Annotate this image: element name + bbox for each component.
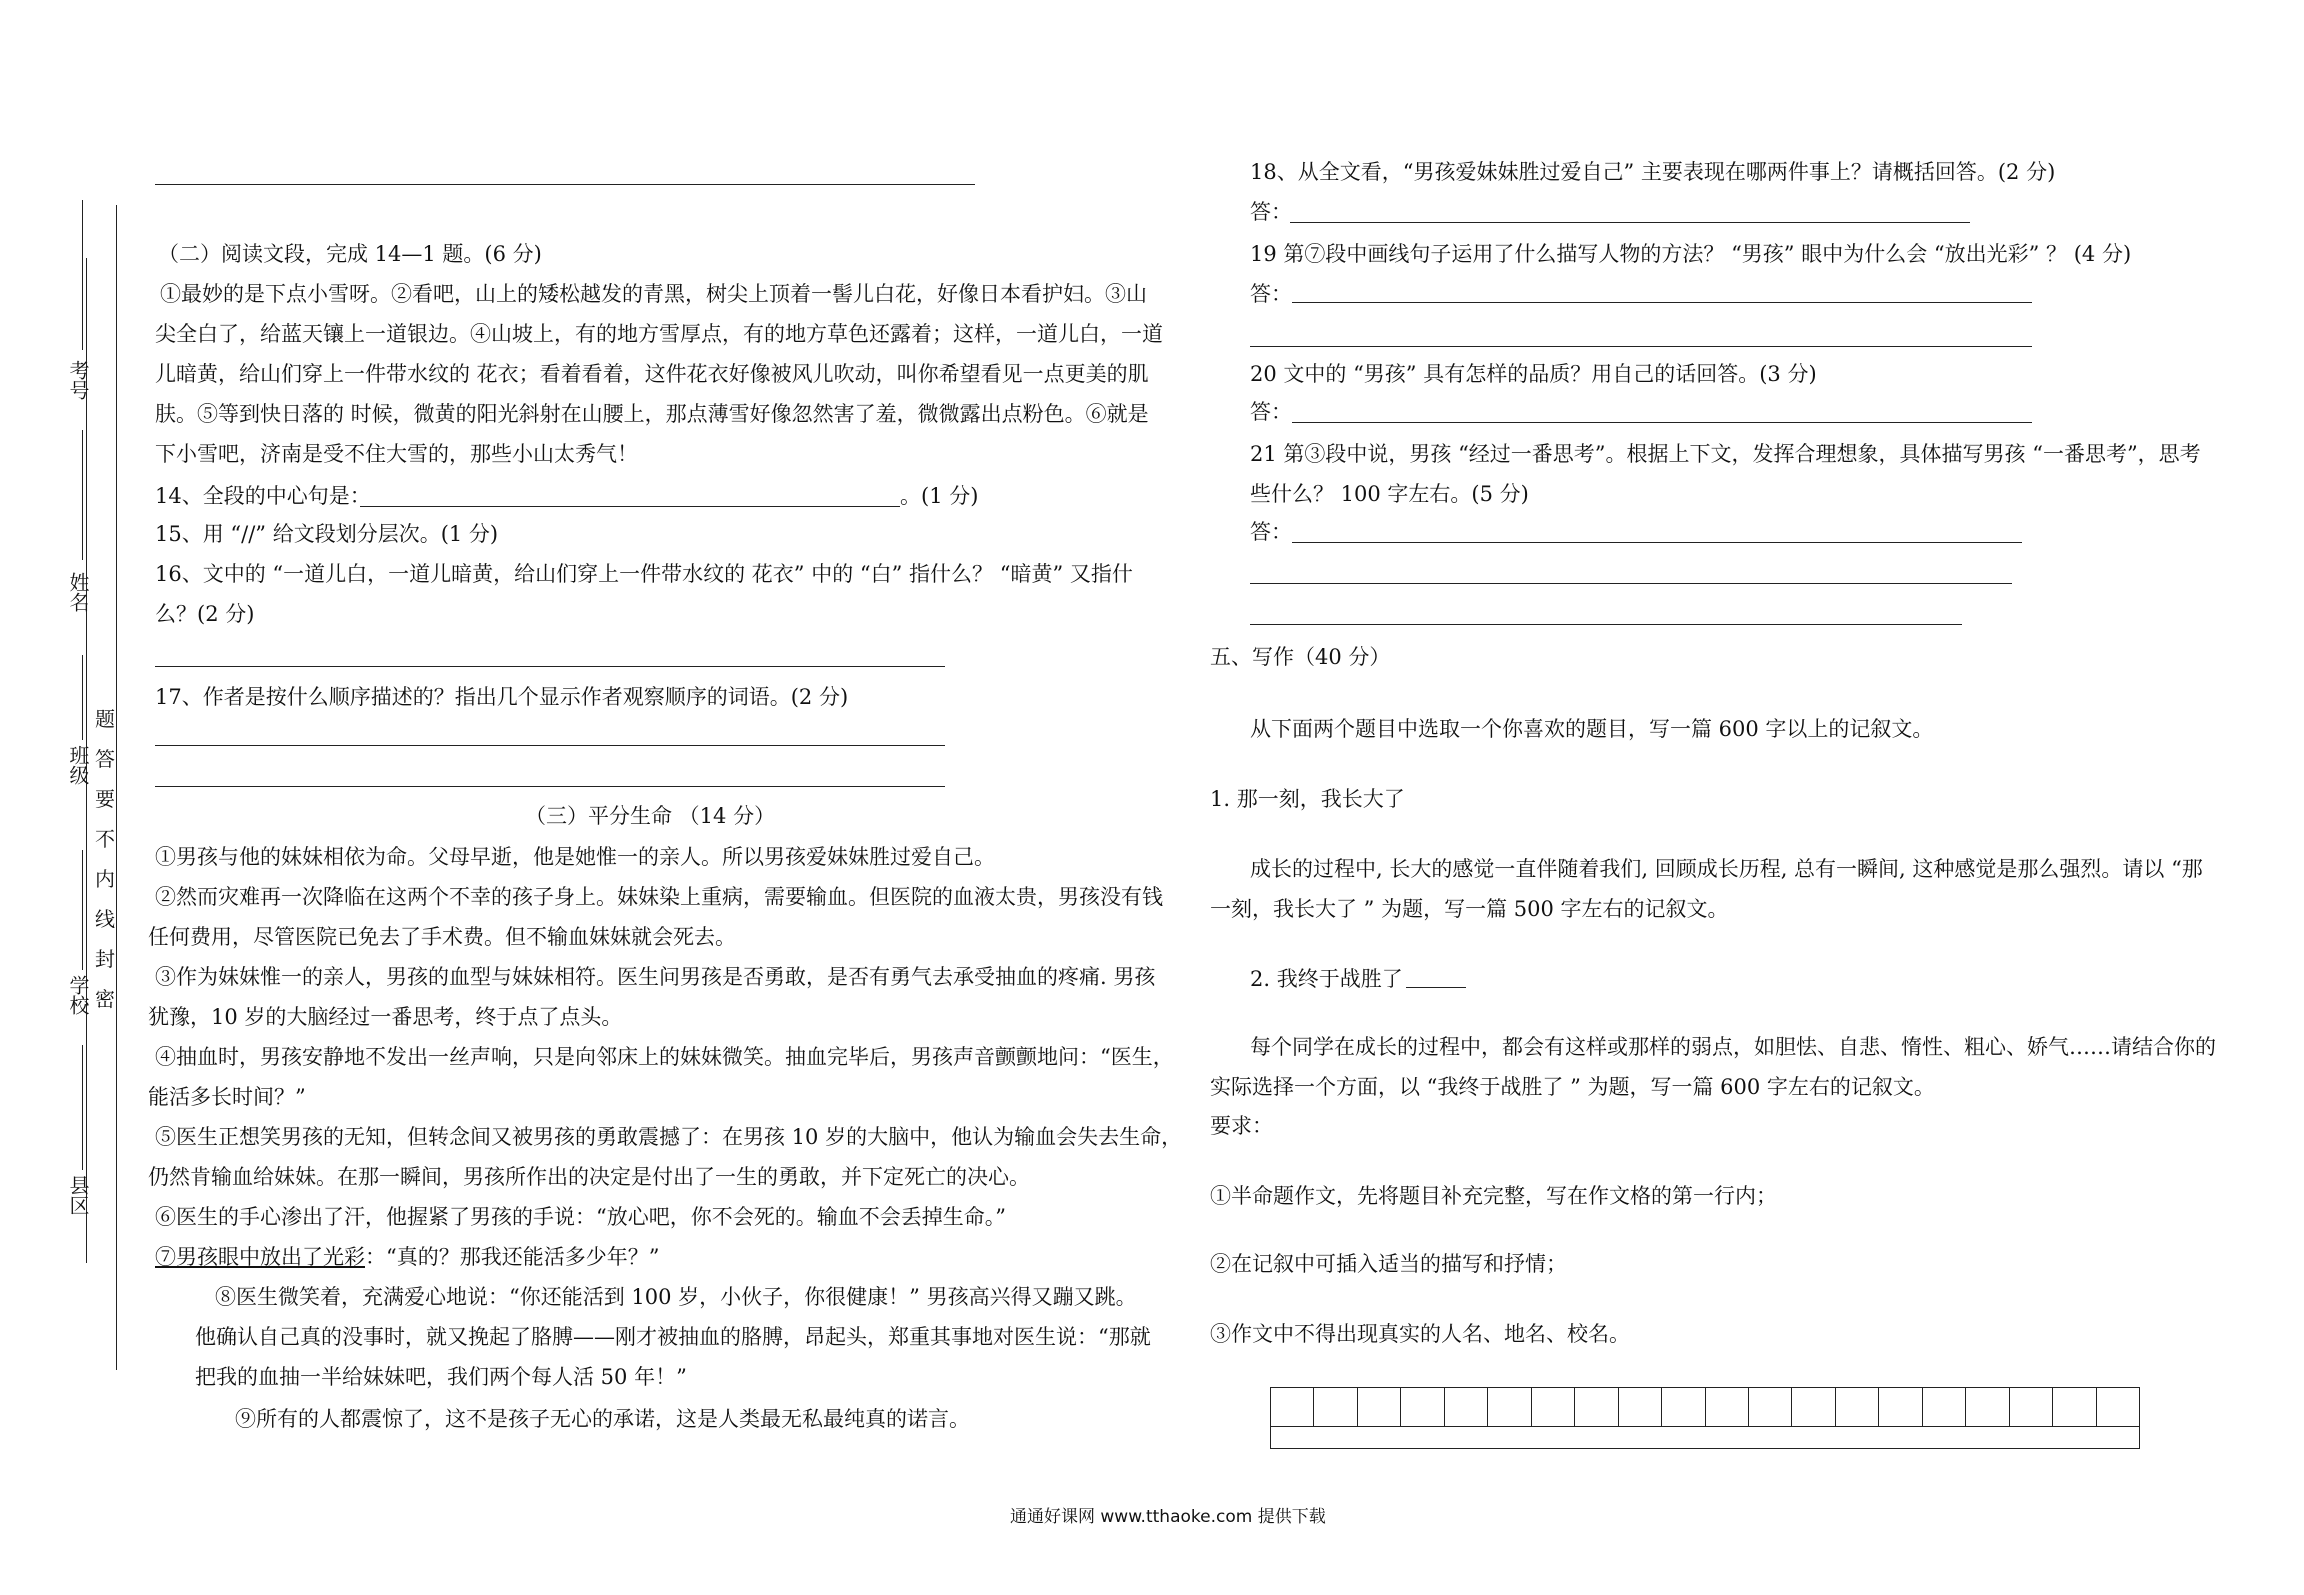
story-line: ⑤医生正想笑男孩的无知，但转念间又被男孩的勇敢震撼了：在男孩 10 岁的大脑中，他认为输血会失去生命，	[155, 1125, 1183, 1149]
grid-cell[interactable]	[1619, 1388, 1662, 1426]
seal-char: 要	[95, 787, 115, 811]
grid-cell[interactable]	[1792, 1388, 1835, 1426]
topic-2-blank[interactable]	[1406, 987, 1466, 988]
question-21-line: 21 第③段中说，男孩 “经过一番思考”。根据上下文，发挥合理想象，具体描写男孩 “一番思考”，思考	[1250, 442, 2201, 466]
exam-number-label: 考号	[66, 360, 90, 400]
q17-answer-line[interactable]	[155, 745, 945, 746]
grid-cell[interactable]	[1836, 1388, 1879, 1426]
q21-answer-line[interactable]	[1292, 542, 2022, 543]
question-14: 14、全段的中心句是：	[155, 484, 371, 508]
composition-grid[interactable]	[1270, 1387, 2140, 1449]
underlined-sentence: ⑦男孩眼中放出了光彩	[155, 1245, 365, 1269]
answer-line[interactable]	[155, 184, 975, 185]
grid-cell[interactable]	[1358, 1388, 1401, 1426]
story-line: 仍然肯输血给妹妹。在那一瞬间，男孩所作出的决定是付出了一生的勇敢，并下定死亡的决心。	[148, 1165, 1030, 1189]
question-16-line: 么？(2 分)	[155, 602, 255, 626]
topic-2: 2. 我终于战胜了	[1250, 967, 1403, 991]
requirement-item: ②在记叙中可插入适当的描写和抒情；	[1210, 1252, 1567, 1276]
seal-char: 封	[95, 947, 115, 971]
question-20: 20 文中的 “男孩” 具有怎样的品质？用自己的话回答。(3 分)	[1250, 362, 1817, 386]
section3-title: （三）平分生命 （14 分）	[525, 804, 776, 828]
seal-char: 答	[95, 747, 115, 771]
grid-cell[interactable]	[1532, 1388, 1575, 1426]
topic-2-desc: 每个同学在成长的过程中，都会有这样或那样的弱点，如胆怯、自悲、惰性、粗心、娇气……请结合你的	[1250, 1035, 2216, 1059]
seal-char: 题	[95, 707, 115, 731]
story-line: ④抽血时，男孩安静地不发出一丝声响，只是向邻床上的妹妹微笑。抽血完毕后，男孩声音颤颤地问：“医生，	[155, 1045, 1174, 1069]
story-line: ①男孩与他的妹妹相依为命。父母早逝，他是她惟一的亲人。所以男孩爱妹妹胜过爱自己。	[155, 845, 995, 869]
grid-cell[interactable]	[1575, 1388, 1618, 1426]
question-15: 15、用 “//” 给文段划分层次。(1 分)	[155, 522, 499, 546]
grid-cell[interactable]	[2053, 1388, 2096, 1426]
county-blank[interactable]	[82, 1045, 83, 1170]
q14-answer-line[interactable]	[360, 506, 900, 507]
passage-line: 儿暗黄，给山们穿上一件带水纹的 花衣；看着看着，这件花衣好像被风儿吹动，叫你希望看见一点更美的肌	[155, 362, 1149, 386]
story-line: ②然而灾难再一次降临在这两个不幸的孩子身上。妹妹染上重病，需要输血。但医院的血液太贵，男孩没有钱	[155, 885, 1163, 909]
answer-label: 答：	[1250, 282, 1292, 306]
grid-cell[interactable]	[1923, 1388, 1966, 1426]
story-line: 任何费用，尽管医院已免去了手术费。但不输血妹妹就会死去。	[148, 925, 736, 949]
name-label: 姓名	[66, 572, 90, 612]
q21-answer-line[interactable]	[1250, 583, 2012, 584]
passage-line: 肤。⑤等到快日落的 时候，微黄的阳光斜射在山腰上，那点薄雪好像忽然害了羞，微微露出点粉色。⑥就是	[155, 402, 1149, 426]
grid-cell[interactable]	[1401, 1388, 1444, 1426]
story-line: 他确认自己真的没事时，就又挽起了胳膊——刚才被抽血的胳膊，昂起头，郑重其事地对医生说：“那就	[195, 1325, 1151, 1349]
topic-1: 1. 那一刻，我长大了	[1210, 787, 1405, 811]
question-19: 19 第⑦段中画线句子运用了什么描写人物的方法？ “男孩” 眼中为什么会 “放出光彩” ？ (4 分)	[1250, 242, 2132, 266]
story-line-7	[155, 1243, 659, 1271]
exam-number-blank[interactable]	[82, 200, 83, 350]
q16-answer-line[interactable]	[155, 666, 945, 667]
passage-line: 下小雪吧，济南是受不住大雪的，那些小山太秀气！	[155, 442, 638, 466]
grid-cell[interactable]	[1314, 1388, 1357, 1426]
story-line: ⑨所有的人都震惊了，这不是孩子无心的承诺，这是人类最无私最纯真的诺言。	[235, 1407, 970, 1431]
grid-cell[interactable]	[2097, 1388, 2139, 1426]
grid-cell[interactable]	[1706, 1388, 1749, 1426]
grid-cell[interactable]	[1879, 1388, 1922, 1426]
answer-label: 答：	[1250, 400, 1292, 424]
story-line: 犹豫，10 岁的大脑经过一番思考，终于点了点头。	[148, 1005, 623, 1029]
grid-cell[interactable]	[2010, 1388, 2053, 1426]
passage-line: 尖全白了，给蓝天镶上一道银边。④山坡上，有的地方雪厚点，有的地方草色还露着；这样，一道儿白，一道	[155, 322, 1163, 346]
passage-line: ①最妙的是下点小雪呀。②看吧，山上的矮松越发的青黑，树尖上顶着一髻儿白花，好像日本看护妇。③山	[160, 282, 1147, 306]
story-line: 把我的血抽一半给妹妹吧，我们两个每人活 50 年！”	[195, 1365, 687, 1389]
story-line-7-rest: ：“真的？那我还能活多少年？”	[365, 1245, 660, 1269]
section2-title: （二）阅读文段，完成 14—1 题。(6 分)	[158, 242, 542, 266]
grid-cell[interactable]	[1271, 1388, 1314, 1426]
section5-title: 五、写作（40 分）	[1210, 645, 1391, 669]
writing-intro: 从下面两个题目中选取一个你喜欢的题目，写一篇 600 字以上的记叙文。	[1250, 717, 1934, 741]
q20-answer-line[interactable]	[1292, 422, 2032, 423]
grid-cell[interactable]	[1445, 1388, 1488, 1426]
school-blank[interactable]	[82, 850, 83, 970]
binding-line	[116, 205, 117, 1370]
seal-char: 内	[95, 867, 115, 891]
story-line: 能活多长时间？”	[148, 1085, 306, 1109]
topic-2-desc: 实际选择一个方面，以 “我终于战胜了 ” 为题，写一篇 600 字左右的记叙文。	[1210, 1075, 1935, 1099]
seal-char: 线	[95, 907, 115, 931]
story-line: ⑥医生的手心渗出了汗，他握紧了男孩的手说：“放心吧，你不会死的。输血不会丢掉生命。”	[155, 1205, 1006, 1229]
grid-cell[interactable]	[1966, 1388, 2009, 1426]
county-label: 县区	[66, 1175, 90, 1215]
topic-1-desc: 一刻，我长大了 ” 为题，写一篇 500 字左右的记叙文。	[1210, 897, 1729, 921]
story-line: ③作为妹妹惟一的亲人，男孩的血型与妹妹相符。医生问男孩是否勇敢，是否有勇气去承受抽血的疼痛. 男孩	[155, 965, 1156, 989]
grid-row	[1271, 1388, 2139, 1427]
q18-answer-line[interactable]	[1290, 222, 1970, 223]
question-14-score: 。(1 分)	[900, 484, 979, 508]
footer-credit: 通通好课网 www.tthaoke.com 提供下载	[1010, 1507, 1326, 1527]
requirement-item: ①半命题作文，先将题目补充完整，写在作文格的第一行内；	[1210, 1184, 1777, 1208]
name-blank[interactable]	[82, 430, 83, 560]
question-18: 18、从全文看，“男孩爱妹妹胜过爱自己” 主要表现在哪两件事上？请概括回答。(2 分)	[1250, 160, 2056, 184]
topic-1-desc: 成长的过程中, 长大的感觉一直伴随着我们, 回顾成长历程, 总有一瞬间, 这种感觉是那么强烈。请以 “那	[1250, 857, 2203, 881]
requirement-item: ③作文中不得出现真实的人名、地名、校名。	[1210, 1322, 1630, 1346]
q19-answer-line[interactable]	[1292, 302, 2032, 303]
school-label: 学校	[66, 975, 90, 1015]
grid-cell[interactable]	[1662, 1388, 1705, 1426]
question-16-line: 16、文中的 “一道儿白，一道儿暗黄，给山们穿上一件带水纹的 花衣” 中的 “白” 指什么？ “暗黄” 又指什	[155, 562, 1133, 586]
q19-answer-line[interactable]	[1250, 346, 2032, 347]
requirements-label: 要求：	[1210, 1114, 1273, 1138]
story-line: ⑧医生微笑着，充满爱心地说：“你还能活到 100 岁，小伙子，你很健康！” 男孩高兴得又蹦又跳。	[215, 1285, 1137, 1309]
grid-cell[interactable]	[1749, 1388, 1792, 1426]
class-label: 班级	[66, 745, 90, 785]
question-17: 17、作者是按什么顺序描述的？指出几个显示作者观察顺序的词语。(2 分)	[155, 685, 849, 709]
q17-answer-line[interactable]	[155, 786, 945, 787]
seal-char: 不	[95, 827, 115, 851]
class-blank[interactable]	[82, 655, 83, 740]
q21-answer-line[interactable]	[1250, 624, 1962, 625]
answer-label: 答：	[1250, 520, 1292, 544]
answer-label: 答：	[1250, 200, 1292, 224]
seal-char: 密	[95, 987, 115, 1011]
grid-cell[interactable]	[1488, 1388, 1531, 1426]
question-21-line: 些什么？ 100 字左右。(5 分)	[1250, 482, 1529, 506]
